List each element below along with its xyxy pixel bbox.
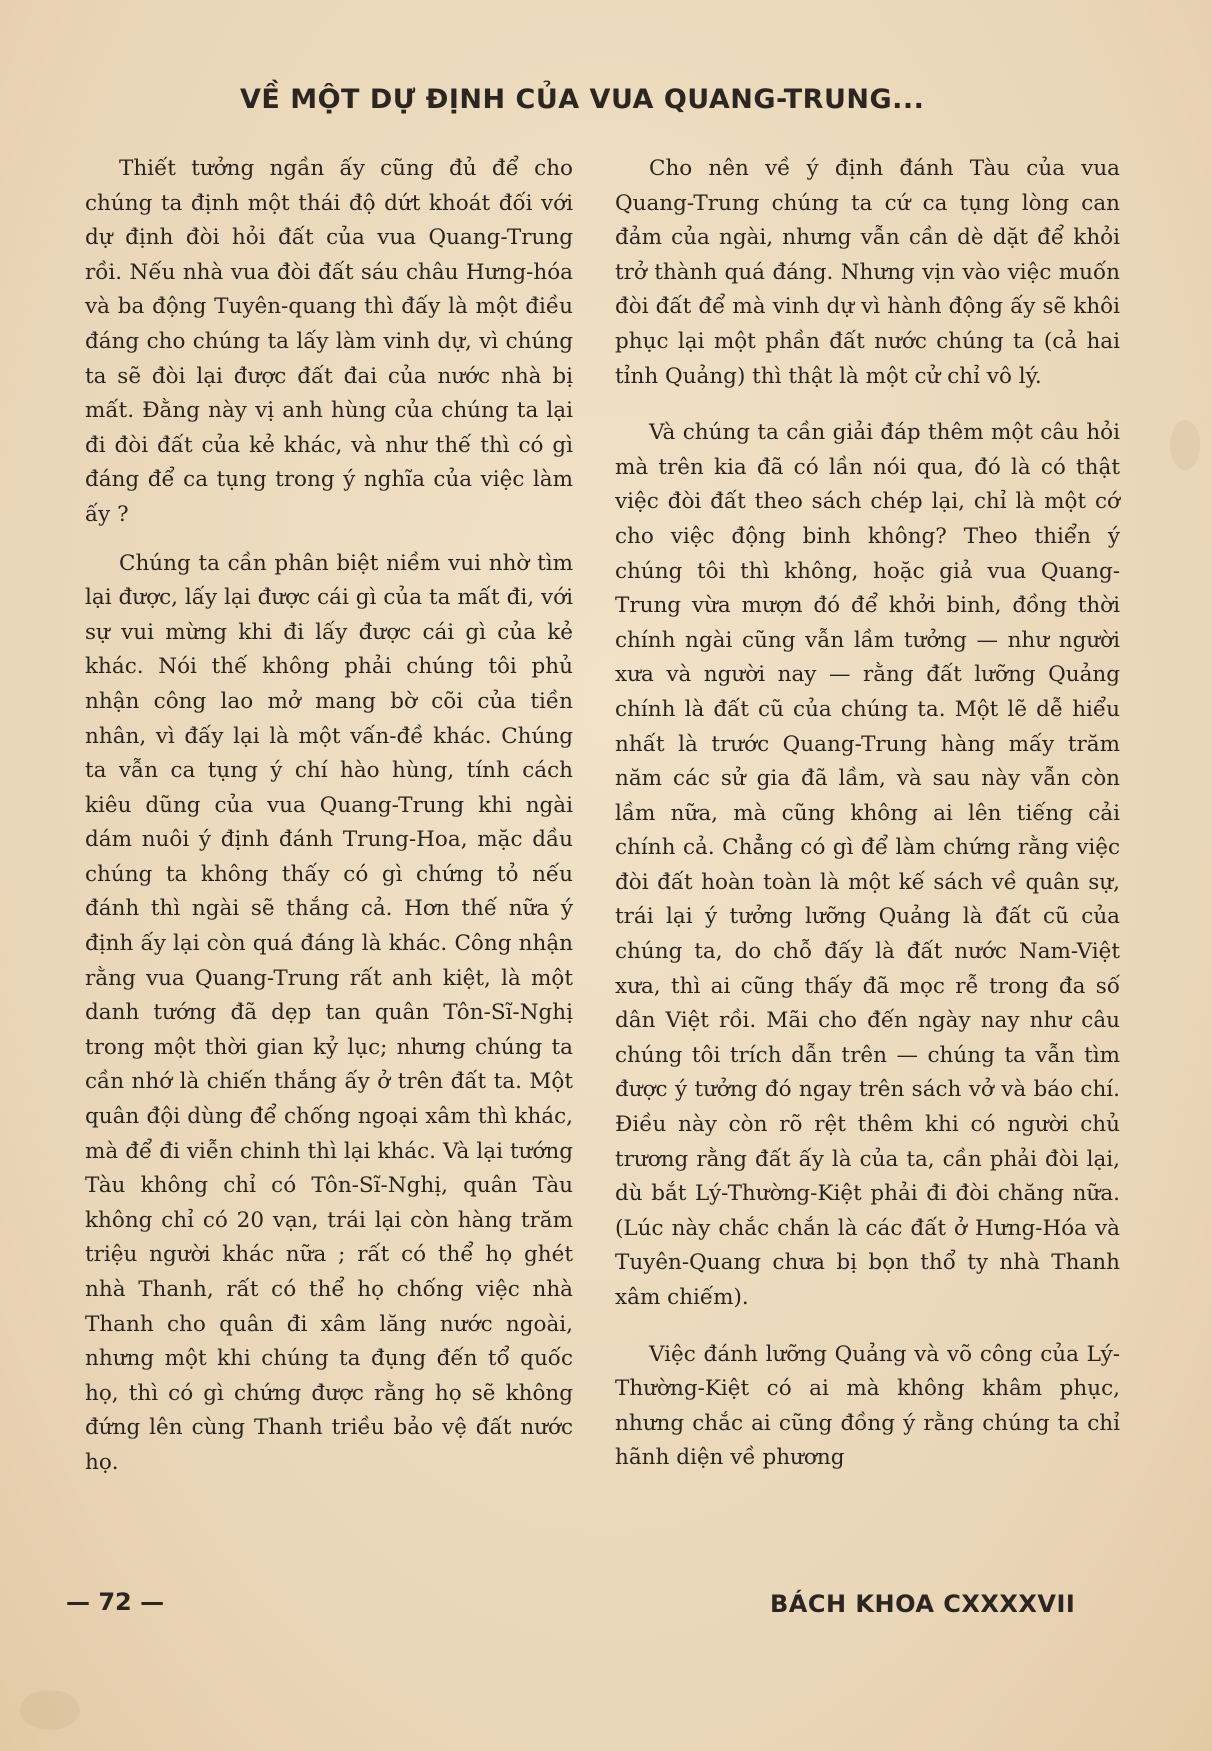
running-title: VỀ MỘT DỰ ĐỊNH CỦA VUA QUANG-TRUNG... [240,84,925,115]
paragraph: Thiết tưởng ngần ấy cũng đủ để cho chúng ta định một thái độ dứt khoát đối với dự định đòi hỏi đất của vua Quang-Trung rồi. Nếu nhà vua đòi đất sáu châu Hưng-hóa và ba động Tuyên-quang thì đấy là một điều đáng cho chúng ta lấy làm vinh dự, vì chúng ta sẽ đòi lại được đất đai của nước nhà bị mất. Đằng này vị anh hùng của chúng ta lại đi đòi đất của kẻ khác, và như thế thì có gì đáng để ca tụng trong ý nghĩa của việc làm ấy ? [85,156,573,527]
page-number: — 72 — [66,1588,165,1616]
paper-stain [20,1690,80,1730]
paragraph: Chúng ta cần phân biệt niềm vui nhờ tìm lại được, lấy lại được cái gì của ta mất đi, với sự vui mừng khi đi lấy được cái gì của kẻ khác. Nói thế không phải chúng tôi phủ nhận công lao mở mang bờ cõi của tiền nhân, vì đấy lại là một vấn-đề khác. Chúng ta vẫn ca tụng ý chí hào hùng, tính cách kiêu dũng của vua Quang-Trung khi ngài dám nuôi ý định đánh Trung-Hoa, mặc dầu chúng ta không thấy có gì chứng tỏ nếu đánh thì ngài sẽ thắng cả. Hơn thế nữa ý định ấy lại còn quá đáng là khác. Công nhận rằng vua Quang-Trung rất anh kiệt, là một danh tướng đã dẹp tan quân Tôn-Sĩ-Nghị trong một thời gian kỷ lục; nhưng chúng ta cần nhớ là chiến thắng ấy ở trên đất ta. Một quân đội dùng để chống ngoại xâm thì khác, mà để đi viễn chinh thì lại khác. Và lại tướng Tàu không chỉ có Tôn-Sĩ-Nghị, quân Tàu không chỉ có 20 vạn, trái lại còn hàng trăm triệu người khác nữa ; rất có thể họ ghét nhà Thanh, rất có thể họ chống việc nhà Thanh cho quân đi xâm lăng nước ngoài, nhưng một khi chúng ta đụng đến tổ quốc họ, thì có gì chứng được rằng họ sẽ không đứng lên cùng Thanh triều bảo vệ đất nước họ. [85,550,573,1475]
paragraph: Cho nên về ý định đánh Tàu của vua Quang-Trung chúng ta cứ ca tụng lòng can đảm của ngài, nhưng vẫn cần dè dặt để khỏi trở thành quá đáng. Nhưng vịn vào việc muốn đòi đất để mà vinh dự vì hành động ấy sẽ khôi phục lại một phần đất nước chúng ta (cả hai tỉnh Quảng) thì thật là một cử chỉ vô lý. [615,156,1120,389]
right-column [615,152,1120,1476]
paragraph: Và chúng ta cần giải đáp thêm một câu hỏi mà trên kia đã có lần nói qua, đó là có thật việc đòi đất theo sách chép lại, chỉ là một cớ cho việc động binh không? Theo thiển ý chúng tôi thì không, hoặc giả vua Quang-Trung vừa mượn đó để khởi binh, đồng thời chính ngài cũng vẫn lầm tưởng — như người xưa và người nay — rằng đất lưỡng Quảng chính là đất cũ của chúng ta. Một lẽ dễ hiểu nhất là trước Quang-Trung hàng mấy trăm năm các sử gia đã lầm, và sau này vẫn còn lầm nữa, mà cũng không ai lên tiếng cải chính cả. Chẳng có gì để làm chứng rằng việc đòi đất hoàn toàn là một kế sách về quân sự, trái lại ý tưởng lưỡng Quảng là đất cũ của chúng ta, do chỗ đấy là đất nước Nam-Việt xưa, thì ai cũng thấy đã mọc rễ trong đa số dân Việt rồi. Mãi cho đến ngày nay như câu chúng tôi trích dẫn trên — chúng ta vẫn tìm được ý tưởng đó ngay trên sách vở và báo chí. Điều này còn rõ rệt thêm khi có người chủ trương rằng đất ấy là của ta, cần phải đòi lại, dù bắt Lý-Thường-Kiệt phải đi đòi chăng nữa. (Lúc này chắc chắn là các đất ở Hưng-Hóa và Tuyên-Quang chưa bị bọn thổ ty nhà Thanh xâm chiếm). [615,420,1120,1310]
left-column [85,152,573,1481]
paper-stain [1170,420,1200,470]
paragraph: Việc đánh lưỡng Quảng và võ công của Lý-Thường-Kiệt có ai mà không khâm phục, nhưng chắc ai cũng đồng ý rằng chúng ta chỉ hãnh diện về phương [615,1341,1120,1471]
magazine-title: BÁCH KHOA CXXXXVII [770,1590,1076,1618]
